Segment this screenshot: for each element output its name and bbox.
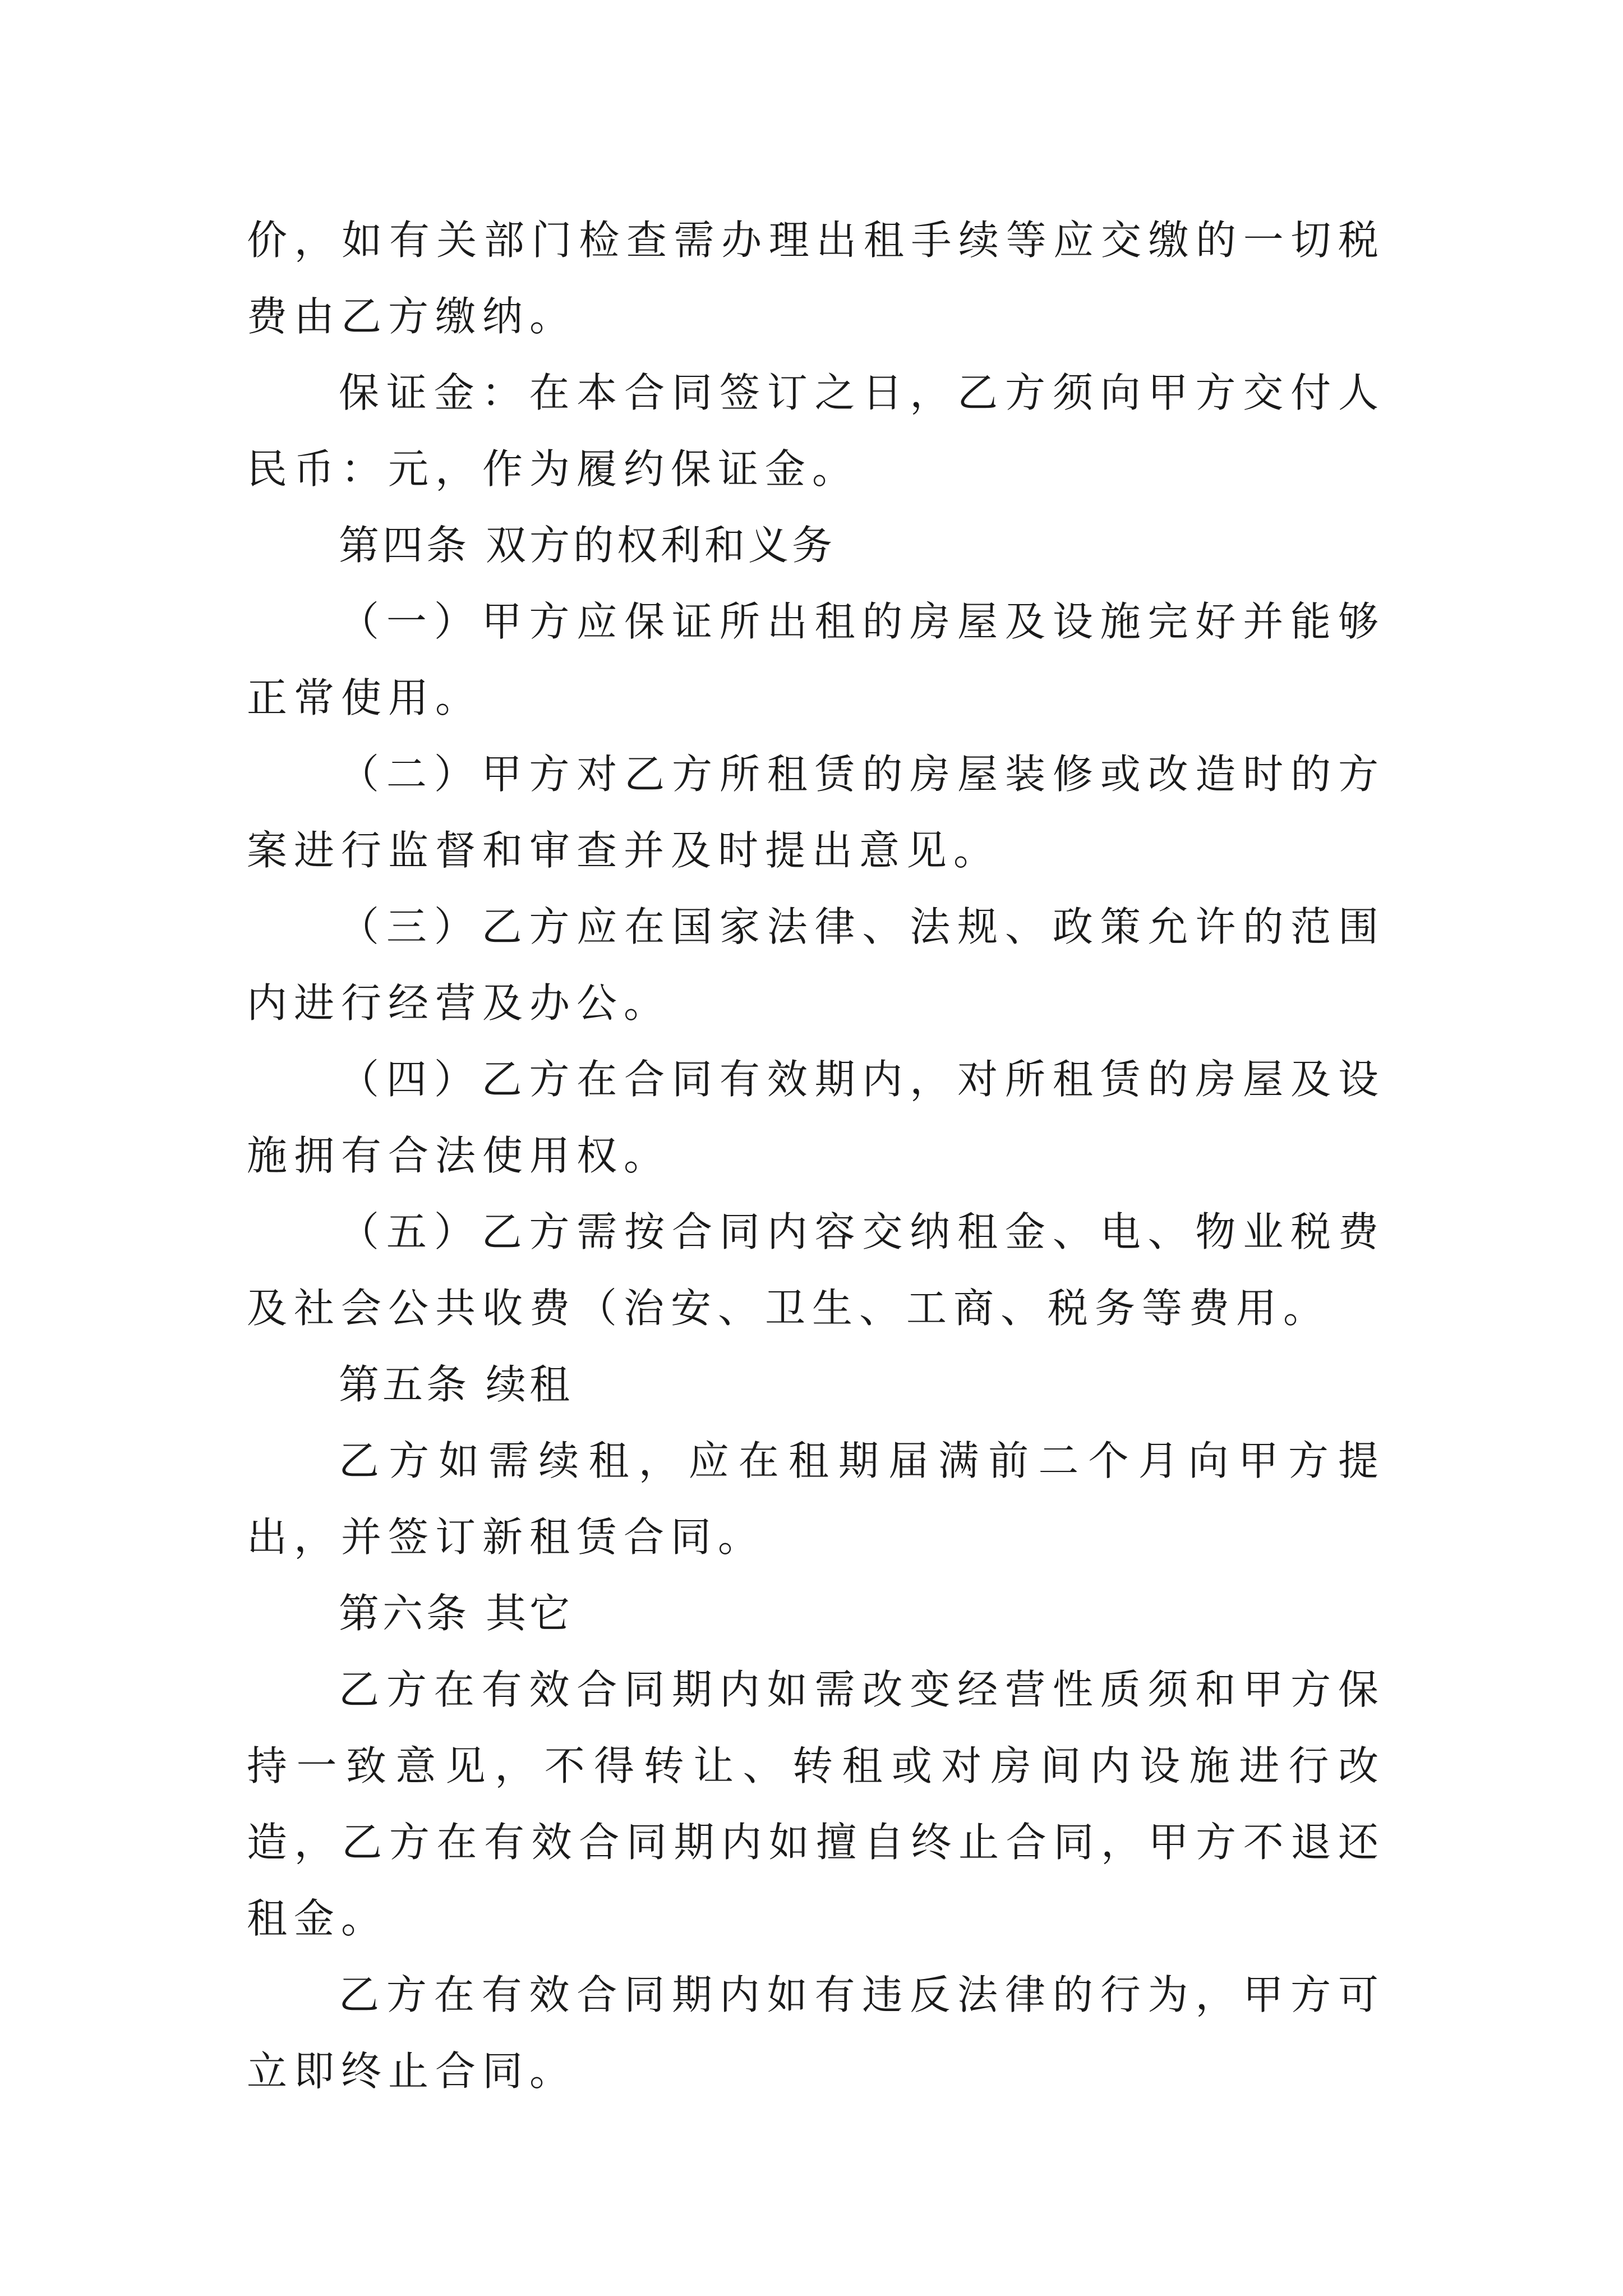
- paragraph-deposit: 保证金：在本合同签订之日，乙方须向甲方交付人民币：元，作为履约保证金。: [247, 369, 1385, 493]
- paragraph-tax-clause: 价，如有关部门检查需办理出租手续等应交缴的一切税费由乙方缴纳。: [247, 217, 1385, 340]
- article-label: 第六条: [339, 1590, 471, 1637]
- article-five-heading: [247, 1346, 1385, 1423]
- paragraph-item-three: （三）乙方应在国家法律、法规、政策允许的范围内进行经营及办公。: [247, 903, 1385, 1027]
- paragraph-item-two: （二）甲方对乙方所租赁的房屋装修或改造时的方案进行监督和审查并及时提出意见。: [247, 751, 1385, 874]
- paragraph-item-five: （五）乙方需按合同内容交纳租金、电、物业税费及社会公共收费（治安、卫生、工商、税务等费用。: [247, 1208, 1385, 1332]
- article-label: 第四条: [339, 522, 471, 569]
- article-title: 其它: [486, 1590, 574, 1637]
- article-six-heading: [247, 1575, 1385, 1651]
- paragraph-other-two: 乙方在有效合同期内如有违反法律的行为，甲方可立即终止合同。: [247, 1971, 1385, 2095]
- paragraph-other-one: 乙方在有效合同期内如需改变经营性质须和甲方保持一致意见，不得转让、转租或对房间内设施进行改造，乙方在有效合同期内如擅自终止合同，甲方不退还租金。: [247, 1666, 1385, 1942]
- paragraph-item-one: （一）甲方应保证所出租的房屋及设施完好并能够正常使用。: [247, 598, 1385, 721]
- article-label: 第五条: [339, 1361, 471, 1408]
- article-four-heading: [247, 507, 1385, 583]
- article-title: 双方的权利和义务: [486, 522, 836, 569]
- paragraph-item-four: （四）乙方在合同有效期内，对所租赁的房屋及设施拥有合法使用权。: [247, 1056, 1385, 1179]
- article-title: 续租: [486, 1361, 574, 1408]
- contract-body: [247, 202, 1385, 2109]
- paragraph-renewal: 乙方如需续租，应在租期届满前二个月向甲方提出，并签订新租赁合同。: [247, 1437, 1385, 1561]
